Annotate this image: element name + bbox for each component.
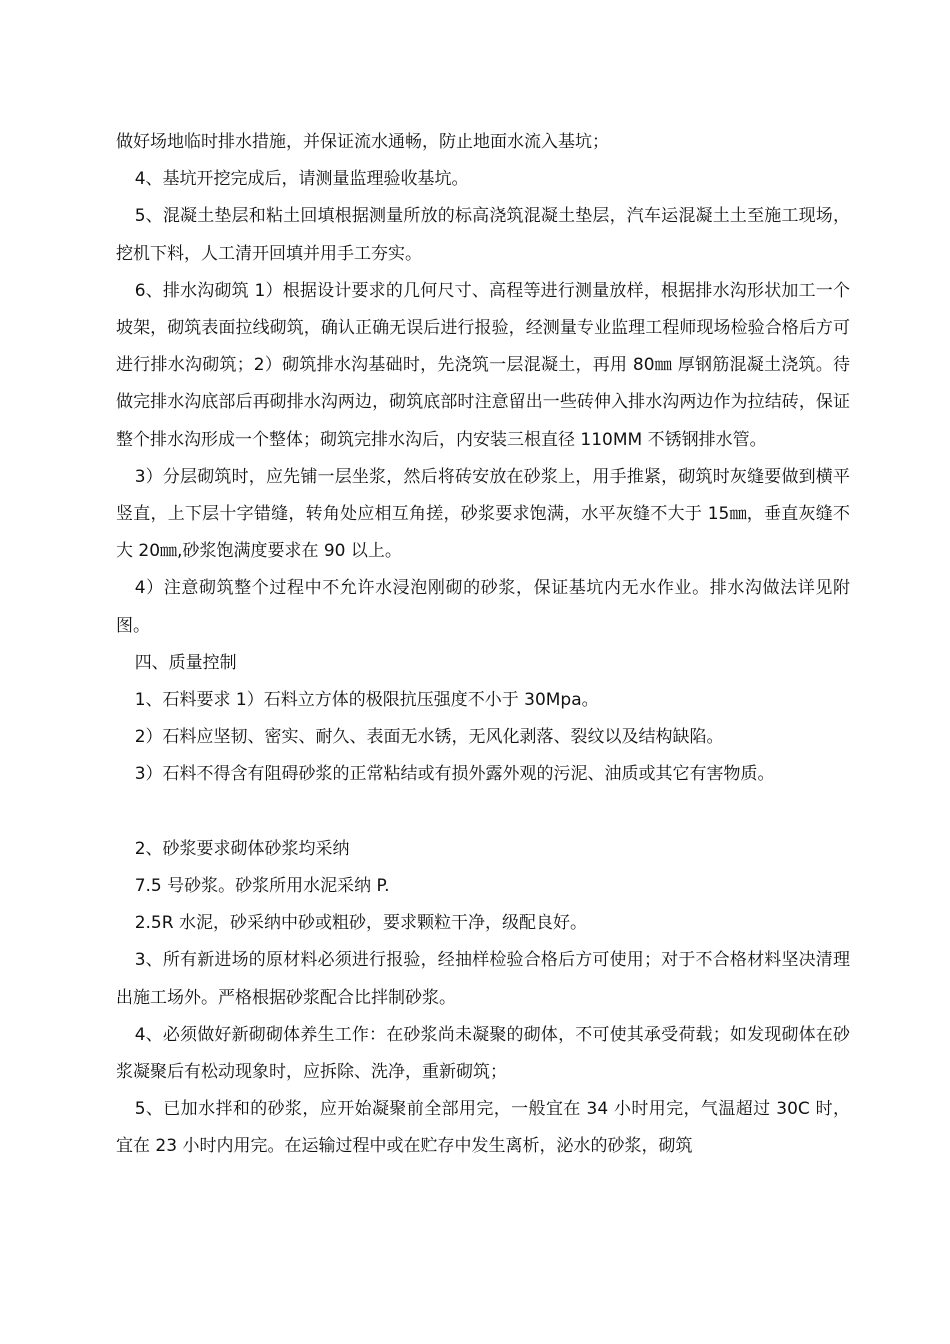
paragraph-mortar-grade: 7.5 号砂浆。砂浆所用水泥采纳 P. <box>134 876 390 897</box>
paragraph-item-6-ditch-masonry: 6、排水沟砌筑 1）根据设计要求的几何尺寸、高程等进行测量放样，根据排水沟形状加工一个坡架，砌筑表面拉线砌筑，确认正确无误后进行报验，经测量专业监理工程师现场检验合格后方可进行排水沟砌筑；2）砌筑排水沟基础时，先浇筑一层混凝土，再用 80㎜ 厚钢筋混凝土浇筑。待做完排水沟底部后再砌排水沟两边，砌筑底部时注意留出一些砖伸入排水沟两边作为拉结砖，保证整个排水沟形成一个整体；砌筑完排水沟后，内安装三根直径 110MM 不锈钢排水管。 <box>116 280 850 450</box>
paragraph-masonry-curing: 4、必须做好新砌砌体养生工作：在砂浆尚未凝聚的砌体，不可使其承受荷载；如发现砌体在砂浆凝聚后有松动现象时，应拆除、洗净，重新砌筑； <box>116 1024 850 1083</box>
paragraph-stone-requirement-1: 1、石料要求 1）石料立方体的极限抗压强度不小于 30Mpa。 <box>134 690 599 711</box>
paragraph-item-4-pit-acceptance: 4、基坑开挖完成后，请测量监理验收基坑。 <box>134 169 469 190</box>
paragraph-cement-sand: 2.5R 水泥，砂采纳中砂或粗砂，要求颗粒干净，级配良好。 <box>134 913 587 934</box>
paragraph-stone-requirement-3: 3）石料不得含有阻碍砂浆的正常粘结或有损外露外观的污泥、油质或其它有害物质。 <box>134 764 775 785</box>
section-heading-quality-control: 四、质量控制 <box>134 652 237 673</box>
document-body <box>116 124 850 1166</box>
paragraph-drainage-measures: 做好场地临时排水措施，并保证流水通畅，防止地面水流入基坑； <box>116 132 609 152</box>
paragraph-material-inspection: 3、所有新进场的原材料必须进行报验，经抽样检验合格后方可使用；对于不合格材料坚决清理出施工场外。严格根据砂浆配合比拌制砂浆。 <box>116 950 850 1008</box>
paragraph-stone-requirement-2: 2）石料应坚韧、密实、耐久、表面无水锈，无风化剥落、裂纹以及结构缺陷。 <box>134 727 724 748</box>
paragraph-item-5-concrete-cushion: 5、混凝土垫层和粘土回填根据测量所放的标高浇筑混凝土垫层，汽车运混凝土土至施工现场，挖机下料，人工清开回填并用手工夯实。 <box>116 206 850 264</box>
paragraph-mortar-requirement: 2、砂浆要求砌体砂浆均采纳 <box>134 838 350 859</box>
paragraph-layered-masonry: 3）分层砌筑时，应先铺一层坐浆，然后将砖安放在砂浆上，用手推紧，砌筑时灰缝要做到横平竖直，上下层十字错缝，转角处应相互角搓，砂浆要求饱满，水平灰缝不大于 15㎜，垂直灰缝不大 20㎜,砂浆饱满度要求在 90 以上。 <box>116 466 850 562</box>
paragraph-mortar-usage-time: 5、已加水拌和的砂浆，应开始凝聚前全部用完，一般宜在 34 小时用完，气温超过 30C 时，宜在 23 小时内用完。在运输过程中或在贮存中发生离析，泌水的砂浆，砌筑 <box>116 1099 850 1157</box>
paragraph-no-water-soak: 4）注意砌筑整个过程中不允许水浸泡刚砌的砂浆，保证基坑内无水作业。排水沟做法详见附图。 <box>116 578 850 636</box>
